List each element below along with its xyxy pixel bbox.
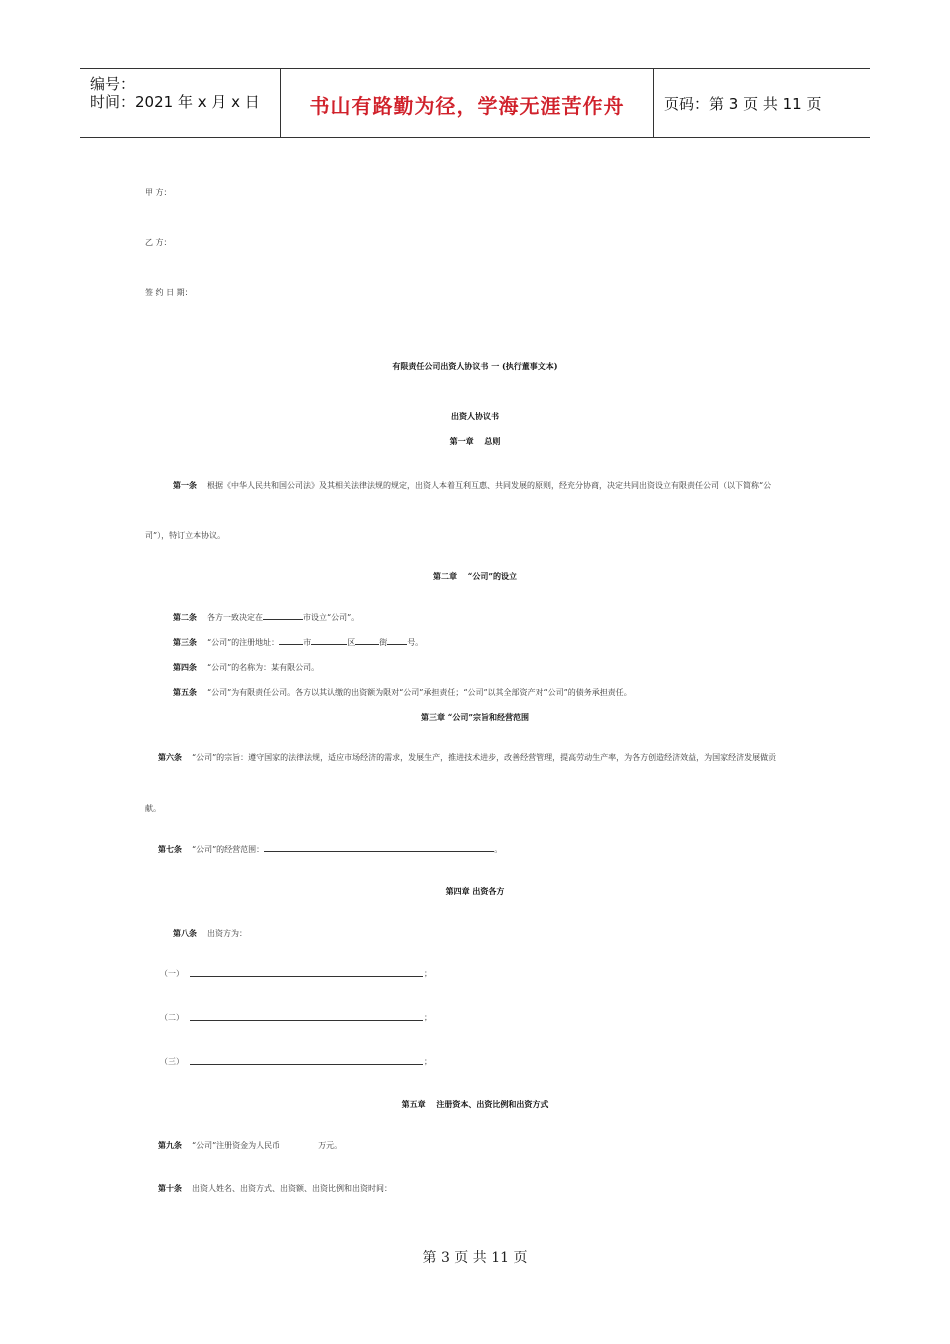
article-10-label: 第十条 bbox=[158, 1183, 182, 1193]
investor-item-1 bbox=[160, 968, 184, 979]
header-motto-cell bbox=[281, 69, 654, 137]
article-8-label: 第八条 bbox=[173, 928, 197, 938]
address-district-blank[interactable] bbox=[311, 637, 347, 645]
investor-item-1-end: ； bbox=[424, 969, 432, 978]
street-suffix: 街 bbox=[379, 638, 388, 647]
article-6-text: “公司”的宗旨：遵守国家的法律法规，适应市场经济的需求，发展生产，推进技术进步，改善经营管理，提高劳动生产率，为各方创造经济效益，为国家经济发展做贡 bbox=[192, 753, 777, 762]
investor-1-blank[interactable] bbox=[190, 976, 423, 977]
article-7 bbox=[158, 844, 502, 855]
party-a-label: 甲 方： bbox=[145, 188, 172, 197]
article-8-text: 出资方为： bbox=[207, 929, 247, 938]
article-5 bbox=[173, 687, 632, 698]
document-title: 有限责任公司出资人协议书 一 (执行董事文本) bbox=[392, 361, 558, 371]
article-9-pre: “公司”注册资金为人民币 bbox=[192, 1141, 281, 1150]
city-blank[interactable] bbox=[263, 612, 303, 620]
chapter-2-title: 第二章 “公司”的设立 bbox=[433, 571, 517, 581]
page-header bbox=[80, 68, 870, 138]
sign-date-label: 签 约 日 期： bbox=[145, 288, 193, 297]
article-6 bbox=[158, 752, 776, 763]
chapter-1-title: 第一章 总则 bbox=[449, 436, 501, 446]
header-info-cell bbox=[80, 69, 281, 137]
article-4 bbox=[173, 662, 319, 673]
investor-item-1-label: （一） bbox=[160, 969, 184, 978]
article-6-label: 第六条 bbox=[158, 752, 182, 762]
chapter-4-title: 第四章 出资各方 bbox=[445, 886, 505, 896]
article-1-continuation: 司”），特订立本协议。 bbox=[145, 531, 226, 540]
article-2-label: 第二条 bbox=[173, 612, 197, 622]
article-9 bbox=[158, 1140, 342, 1151]
article-3-pre: “公司”的注册地址： bbox=[207, 638, 280, 647]
article-10 bbox=[158, 1183, 392, 1194]
investor-item-3-end: ； bbox=[424, 1057, 432, 1066]
serial-label: 编号： bbox=[90, 75, 136, 93]
number-suffix: 号。 bbox=[407, 638, 424, 647]
investor-item-2 bbox=[160, 1012, 184, 1023]
article-7-pre: “公司”的经营范围： bbox=[192, 845, 265, 854]
article-1-label: 第一条 bbox=[173, 480, 197, 490]
address-street-blank[interactable] bbox=[355, 637, 379, 645]
investor-3-blank[interactable] bbox=[190, 1064, 423, 1065]
investor-item-3-label: （三） bbox=[160, 1057, 184, 1066]
header-page-info: 页码：第 3 页 共 11 页 bbox=[664, 95, 822, 113]
time-label: 时间：2021 年 x 月 x 日 bbox=[90, 93, 260, 111]
motto: 书山有路勤为径，学海无涯苦作舟 bbox=[309, 94, 625, 118]
article-7-post: 。 bbox=[494, 845, 503, 854]
investor-item-3 bbox=[160, 1056, 184, 1067]
article-3-label: 第三条 bbox=[173, 637, 197, 647]
business-scope-blank[interactable] bbox=[264, 844, 494, 852]
article-4-label: 第四条 bbox=[173, 662, 197, 672]
article-4-text: “公司”的名称为：某有限公司。 bbox=[207, 663, 320, 672]
article-10-text: 出资人姓名、出资方式、出资额、出资比例和出资时间： bbox=[192, 1184, 392, 1193]
address-number-blank[interactable] bbox=[387, 637, 407, 645]
article-5-text: “公司”为有限责任公司。各方以其认缴的出资额为限对“公司”承担责任；“公司”以其全部资产对“公司”的债务承担责任。 bbox=[207, 688, 632, 697]
article-3 bbox=[173, 637, 423, 648]
article-9-label: 第九条 bbox=[158, 1140, 182, 1150]
district-suffix: 区 bbox=[347, 638, 356, 647]
document-subtitle: 出资人协议书 bbox=[451, 411, 499, 421]
article-2-pre: 各方一致决定在 bbox=[207, 613, 263, 622]
article-2-post: 市设立“公司”。 bbox=[303, 613, 360, 622]
investor-2-blank[interactable] bbox=[190, 1020, 423, 1021]
article-7-label: 第七条 bbox=[158, 844, 182, 854]
article-9-post: 万元。 bbox=[318, 1141, 343, 1150]
article-1-text: 根据《中华人民共和国公司法》及其相关法律法规的规定，出资人本着互利互惠、共同发展的原则，经充分协商，决定共同出资设立有限责任公司（以下简称“公 bbox=[207, 481, 772, 490]
chapter-3-title: 第三章 “公司”宗旨和经营范围 bbox=[421, 712, 529, 722]
article-2 bbox=[173, 612, 359, 623]
chapter-5-title: 第五章 注册资本、出资比例和出资方式 bbox=[401, 1099, 549, 1109]
investor-item-2-end: ； bbox=[424, 1013, 432, 1022]
header-page-cell bbox=[654, 69, 870, 137]
article-1 bbox=[173, 480, 771, 491]
party-b-label: 乙 方： bbox=[145, 238, 172, 247]
page-footer: 第 3 页 共 11 页 bbox=[422, 1250, 528, 1266]
city-suffix: 市 bbox=[303, 638, 312, 647]
article-8 bbox=[173, 928, 247, 939]
article-6-continuation: 献。 bbox=[145, 804, 161, 813]
article-5-label: 第五条 bbox=[173, 687, 197, 697]
address-city-blank[interactable] bbox=[279, 637, 303, 645]
investor-item-2-label: （二） bbox=[160, 1013, 184, 1022]
